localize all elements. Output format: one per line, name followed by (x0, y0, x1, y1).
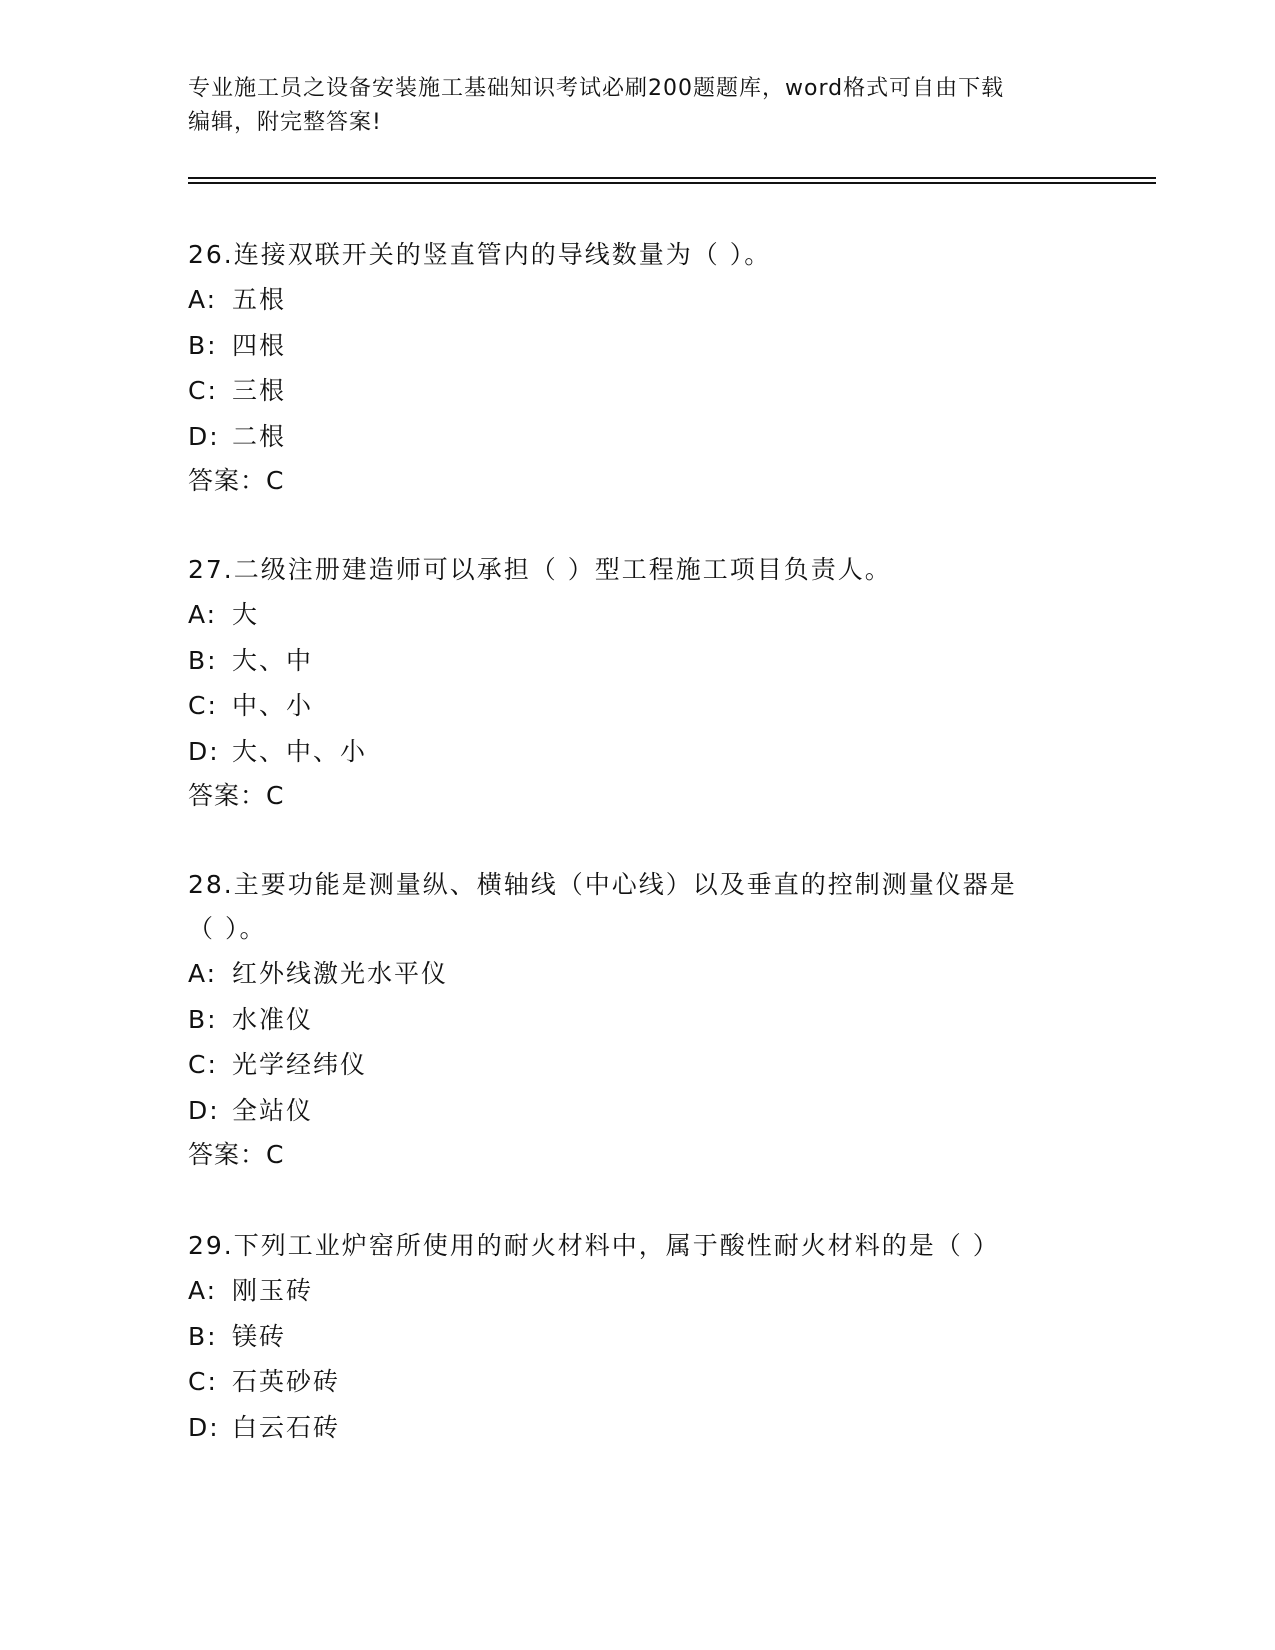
question-stem: 27.二级注册建造师可以承担（ ）型工程施工项目负责人。 (188, 555, 892, 584)
option-b (188, 1314, 1088, 1360)
question-stem: 26.连接双联开关的竖直管内的导线数量为（ ）。 (188, 240, 772, 269)
option-b (188, 638, 1088, 684)
option-letter: D: (188, 1412, 220, 1442)
answer-line: 答案：C (188, 466, 285, 495)
option-letter: C: (188, 376, 218, 405)
question-stem-line-1: 28.主要功能是测量纵、横轴线（中心线）以及垂直的控制测量仪器是 (188, 870, 1017, 899)
option-text: 中、小 (232, 691, 314, 720)
option-letter: B: (188, 645, 218, 675)
option-letter: D: (188, 1095, 220, 1125)
option-d (188, 1405, 1088, 1451)
option-text: 刚玉砖 (232, 1276, 314, 1305)
option-letter: B: (188, 1004, 218, 1034)
option-text: 全站仪 (232, 1095, 314, 1125)
option-text: 大、中 (232, 645, 314, 675)
option-b (188, 323, 1088, 369)
header-divider-top (188, 177, 1156, 179)
option-text: 大 (232, 600, 260, 629)
option-text: 光学经纬仪 (232, 1050, 368, 1079)
document-header (188, 72, 1068, 140)
option-c (188, 368, 1088, 414)
option-letter: A: (188, 1276, 218, 1305)
option-letter: A: (188, 959, 218, 988)
option-letter: D: (188, 421, 220, 451)
option-text: 五根 (232, 285, 287, 314)
option-c (188, 1359, 1088, 1405)
option-a (188, 592, 1088, 638)
option-c (188, 1042, 1088, 1088)
option-text: 镁砖 (232, 1321, 287, 1351)
option-text: 水准仪 (232, 1004, 314, 1034)
header-title-line-1: 专业施工员之设备安装施工基础知识考试必刷200题题库，word格式可自由下载 (188, 76, 1005, 101)
answer-line: 答案：C (188, 1140, 285, 1169)
option-b (188, 997, 1088, 1043)
question-stem: 29.下列工业炉窑所使用的耐火材料中，属于酸性耐火材料的是（ ） (188, 1231, 1000, 1260)
option-a (188, 277, 1088, 323)
option-letter: C: (188, 1050, 218, 1079)
option-text: 二根 (232, 421, 287, 451)
option-letter: B: (188, 1321, 218, 1351)
option-text: 大、中、小 (232, 736, 368, 766)
option-text: 红外线激光水平仪 (232, 959, 449, 988)
option-a (188, 951, 1088, 997)
option-letter: B: (188, 330, 218, 360)
question-29 (188, 1224, 1088, 1450)
option-d (188, 729, 1088, 775)
header-title-line-2: 编辑，附完整答案! (188, 110, 382, 135)
question-27 (188, 548, 1088, 818)
option-c (188, 683, 1088, 729)
option-letter: C: (188, 1367, 218, 1396)
question-26 (188, 233, 1088, 503)
option-d (188, 414, 1088, 460)
option-letter: D: (188, 736, 220, 766)
option-letter: A: (188, 600, 218, 629)
option-a (188, 1268, 1088, 1314)
answer-line: 答案：C (188, 781, 285, 810)
question-stem-line-2: （ ）。 (188, 914, 267, 943)
option-text: 四根 (232, 330, 287, 360)
option-text: 白云石砖 (232, 1412, 341, 1442)
option-d (188, 1088, 1088, 1134)
question-28 (188, 863, 1088, 1177)
header-divider-bottom (188, 182, 1156, 184)
option-text: 三根 (232, 376, 287, 405)
option-text: 石英砂砖 (232, 1367, 341, 1396)
option-letter: C: (188, 691, 218, 720)
option-letter: A: (188, 285, 218, 314)
